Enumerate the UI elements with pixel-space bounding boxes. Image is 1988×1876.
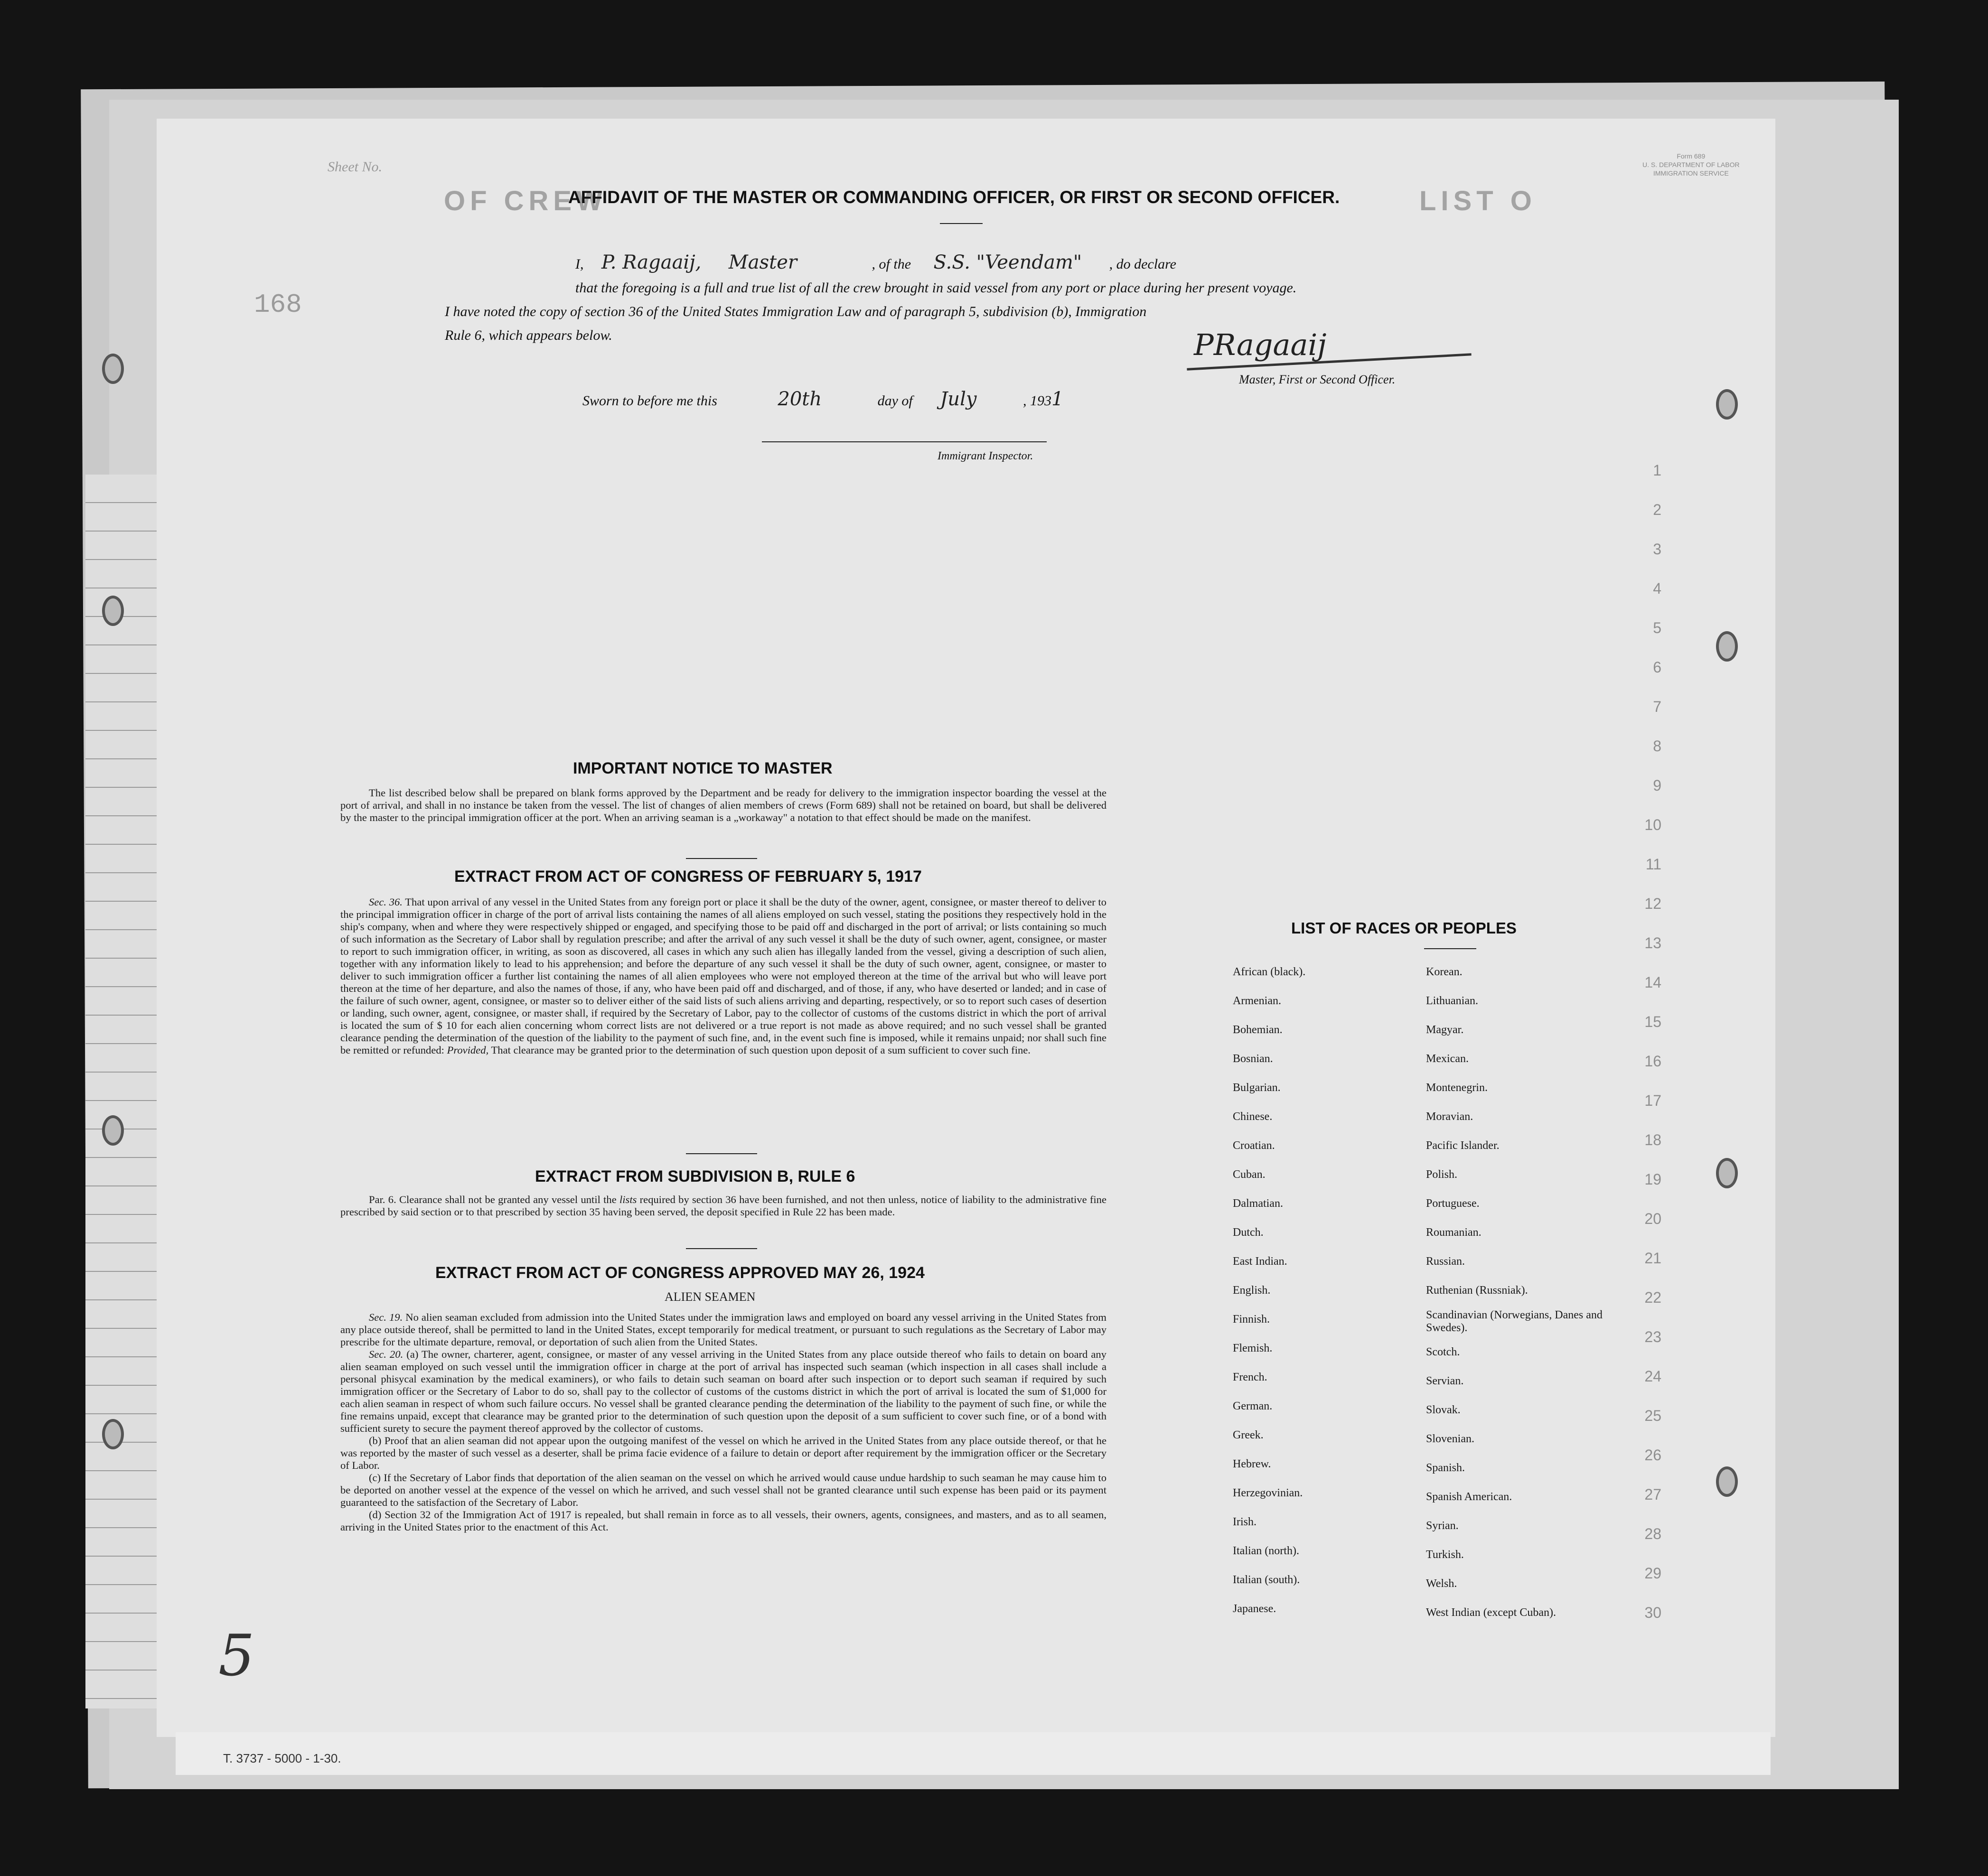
sworn-year-prefix: , 193 bbox=[1022, 393, 1051, 409]
bleed-row-number: 22 bbox=[1644, 1289, 1661, 1306]
section-36-paragraph bbox=[340, 896, 1107, 1056]
bottom-strip bbox=[176, 1732, 1771, 1775]
bleed-row-number: 18 bbox=[1644, 1131, 1661, 1148]
sworn-month: July bbox=[940, 388, 977, 410]
inspector-caption: Immigrant Inspector. bbox=[938, 450, 1033, 462]
bleed-row-number: 30 bbox=[1644, 1604, 1661, 1621]
section-36-body: That upon arrival of any vessel in the United States from any foreign port or place it shall be the duty of the owner, agent, consignee, or master thereof to deliver to the principal immigration officer in charge of the port of arrival lists containing the names of all aliens employed on such vessel, stating the positions they respectively hold in the ship's company, when and where they were respectively shipped or engaged, and specifying those to be paid off and discharged in the port of arrival; or lists containing so much of such information as the Secretary of Labor shall by regulation prescribe; and after the arrival of any such vessel it shall be the duty of such owner, agent, consignee, or master to report to such immigration officer, in writing, as soon as discovered, all cases in which any such alien has illegally landed from the vessel, giving a description of such alien, together with any information likely to lead to his apprehension; and before the departure of any such vessel it shall be the duty of such owner, agent, consignee, or master to deliver to such immigration officer a further list containing the names of all alien employees who were not employed thereon at the time of the arrival but who will leave port thereon at the time of her departure, and also the names of those, if any, who have been paid off and discharged, and of those, if any, who have deserted or landed; and in case of the failure of such owner, agent, consignee, or master so to deliver either of the said lists of such aliens arriving and departing, respectively, or so to report such cases of desertion or landing, such owner, agent, consignee, or master shall, if required by the Secretary of Labor, pay to the collector of customs of the customs district in which the port of arrival is located the sum of $ 10 for each alien concerning whom correct lists are not delivered or a true report is not made as above required; and no such vessel shall be granted clearance pending the determination of the question of the liability to the payment of such fine, and, in the event such fine is imposed, while it remains unpaid; nor shall such fine be remitted or refunded: bbox=[340, 896, 1107, 1056]
affidavit-line-4: Rule 6, which appears below. bbox=[445, 327, 612, 343]
bleed-row-number: 28 bbox=[1644, 1525, 1661, 1542]
bleed-row-number: 2 bbox=[1653, 501, 1661, 518]
race-item: Pacific Islander. bbox=[1426, 1139, 1500, 1152]
bleed-row-number: 20 bbox=[1644, 1210, 1661, 1227]
bleed-row-number: 29 bbox=[1644, 1565, 1661, 1582]
bleed-row-number: 10 bbox=[1644, 816, 1661, 833]
bleed-row-numbers bbox=[1633, 451, 1661, 1633]
section-36-label: Sec. 36. bbox=[369, 896, 403, 908]
race-item: Cuban. bbox=[1233, 1168, 1266, 1181]
race-item: Moravian. bbox=[1426, 1111, 1473, 1123]
signature-caption: Master, First or Second Officer. bbox=[1239, 373, 1396, 386]
bleed-header-right: OF CREW bbox=[444, 186, 607, 216]
punch-hole-icon bbox=[102, 1115, 124, 1146]
affidavit-i: I, bbox=[575, 256, 584, 272]
race-item: Ruthenian (Russniak). bbox=[1426, 1284, 1528, 1297]
punch-hole-icon bbox=[1716, 1466, 1738, 1497]
race-item: Mexican. bbox=[1426, 1053, 1469, 1065]
bleed-row-number: 21 bbox=[1644, 1250, 1661, 1267]
notice-title: IMPORTANT NOTICE TO MASTER bbox=[573, 759, 833, 777]
race-item: Italian (south). bbox=[1233, 1574, 1300, 1586]
race-item: Slovenian. bbox=[1426, 1433, 1474, 1445]
punch-hole-icon bbox=[1716, 631, 1738, 662]
rule6-title: EXTRACT FROM SUBDIVISION B, RULE 6 bbox=[535, 1167, 855, 1185]
race-item: French. bbox=[1233, 1371, 1267, 1383]
inspector-signature-line bbox=[762, 441, 1047, 442]
act-1924-title: EXTRACT FROM ACT OF CONGRESS APPROVED MAY 26, 1924 bbox=[435, 1264, 925, 1282]
races-title: LIST OF RACES OR PEOPLES bbox=[1291, 919, 1517, 937]
race-item: Turkish. bbox=[1426, 1549, 1464, 1561]
section-19-label: Sec. 19. bbox=[369, 1311, 403, 1323]
act-1924-text bbox=[340, 1311, 1107, 1533]
affidavit-line-2: that the foregoing is a full and true list of all the crew brought in said vessel from any port or place during her present voyage. bbox=[575, 280, 1297, 296]
race-item: Italian (north). bbox=[1233, 1545, 1299, 1557]
section-20d-paragraph: (d) Section 32 of the Immigration Act of 1917 is repealed, but shall remain in force as to all vessels, their owners, agents, consignees, and masters, and as to all seamen, arriving in the United States prior to the enactment of this Act. bbox=[340, 1509, 1107, 1533]
punch-hole-icon bbox=[102, 596, 124, 626]
race-item: Dutch. bbox=[1233, 1226, 1264, 1239]
race-item: Armenian. bbox=[1233, 995, 1281, 1007]
sworn-day: 20th bbox=[778, 388, 822, 410]
master-name: P. Ragaaij, bbox=[601, 252, 702, 273]
race-item: Flemish. bbox=[1233, 1342, 1273, 1354]
ship-name: S.S. "Veendam" bbox=[933, 252, 1082, 273]
master-signature: PRagaaij bbox=[1194, 327, 1327, 362]
affidavit-line-1 bbox=[575, 252, 1176, 273]
section-20-label: Sec. 20. bbox=[369, 1348, 403, 1360]
race-item: Dalmatian. bbox=[1233, 1197, 1283, 1210]
race-item: Scotch. bbox=[1426, 1346, 1460, 1358]
section-36-end: That clearance may be granted prior to the determination of such question upon deposit of a sum sufficient to cover such fine. bbox=[491, 1044, 1031, 1056]
provided-word: Provided, bbox=[447, 1044, 489, 1056]
declare-text: , do declare bbox=[1109, 256, 1176, 272]
bleed-row-number: 11 bbox=[1645, 856, 1661, 873]
race-item: English. bbox=[1233, 1284, 1271, 1297]
ledger-paper-edge bbox=[85, 475, 161, 1708]
race-item: Spanish. bbox=[1426, 1462, 1465, 1474]
bleed-row-number: 26 bbox=[1644, 1447, 1661, 1464]
bleed-row-number: 13 bbox=[1644, 934, 1661, 952]
handwritten-mark: 5 bbox=[218, 1623, 255, 1689]
race-item: Bulgarian. bbox=[1233, 1082, 1281, 1094]
races-left-column bbox=[1233, 958, 1413, 1624]
section-20b-paragraph: (b) Proof that an alien seaman did not appear upon the outgoing manifest of the vessel on which he arrived in the United States from any place outside thereof, or that he was reported by the master of such vessel as a deserter, shall be prima facie evidence of a failure to detain or deport after requirement by the immigration officer or the Secretary of Labor. bbox=[340, 1435, 1107, 1471]
bleed-row-number: 15 bbox=[1644, 1013, 1661, 1030]
race-item: Montenegrin. bbox=[1426, 1082, 1488, 1094]
bleed-vessel-number: 168 bbox=[254, 289, 302, 320]
bleed-row-number: 14 bbox=[1644, 974, 1661, 991]
race-item: Welsh. bbox=[1426, 1577, 1457, 1590]
race-item: Lithuanian. bbox=[1426, 995, 1478, 1007]
notice-text bbox=[340, 787, 1107, 824]
form-number: T. 3737 - 5000 - 1-30. bbox=[223, 1751, 341, 1765]
section-20a-paragraph bbox=[340, 1348, 1107, 1435]
race-item: Herzegovinian. bbox=[1233, 1487, 1303, 1499]
master-rank: Master bbox=[728, 252, 797, 273]
notice-paragraph: The list described below shall be prepared on blank forms approved by the Department and be ready for delivery to the immigration inspector boarding the vessel at the port of arrival, and shall in no instance be taken from the vessel. The list of changes of alien members of crews (Form 689) shall not be retained on board, but shall be delivered by the master to the principal immigration officer at the port. When an arriving seaman is a „workaway" a notation to that effect should be made on the manifest. bbox=[340, 787, 1107, 823]
bleed-row-number: 5 bbox=[1653, 619, 1661, 636]
race-item: Irish. bbox=[1233, 1516, 1257, 1528]
race-item: Korean. bbox=[1426, 966, 1463, 978]
title-divider bbox=[940, 223, 983, 224]
sworn-year-digit: 1 bbox=[1051, 388, 1064, 410]
bleed-row-number: 16 bbox=[1644, 1053, 1661, 1070]
divider bbox=[686, 1248, 757, 1249]
race-item: Chinese. bbox=[1233, 1111, 1273, 1123]
bleed-sheet-no: Sheet No. bbox=[328, 159, 382, 175]
bleed-row-number: 8 bbox=[1653, 737, 1661, 755]
race-item: Hebrew. bbox=[1233, 1458, 1271, 1470]
rule6-paragraph bbox=[340, 1194, 1107, 1218]
rule6-text-b: required by section 36 have been furnished, and not then unless, notice of liability to the administrative fine prescribed by said section or to that prescribed by section 35 having been served, the deposit specified in Rule 22 has been made. bbox=[340, 1194, 1107, 1218]
affidavit-title: AFFIDAVIT OF THE MASTER OR COMMANDING OFFICER, OR FIRST OR SECOND OFFICER. bbox=[568, 187, 1340, 207]
divider bbox=[1424, 948, 1476, 949]
alien-seamen-subtitle: ALIEN SEAMEN bbox=[665, 1290, 756, 1304]
bleed-row-number: 17 bbox=[1644, 1092, 1661, 1109]
sworn-day-of: day of bbox=[877, 393, 913, 409]
rule6-text bbox=[340, 1194, 1107, 1218]
race-item: German. bbox=[1233, 1400, 1273, 1412]
section-19-body: No alien seaman excluded from admission into the United States under the immigration laws and employed on board any vessel arriving in the United States from any place outside thereof, shall be permitted to land in the United States, except temporarily for medical treatment, or pursuant to such regulations as the Secretary of Labor may prescribe for the ultimate departure, removal, or deportation of such alien from the United States. bbox=[340, 1311, 1107, 1348]
bleed-row-number: 27 bbox=[1644, 1486, 1661, 1503]
section-19-paragraph bbox=[340, 1311, 1107, 1348]
bleed-row-number: 7 bbox=[1653, 698, 1661, 715]
race-item: East Indian. bbox=[1233, 1255, 1287, 1268]
bleed-row-number: 24 bbox=[1644, 1368, 1661, 1385]
bleed-row-number: 12 bbox=[1644, 895, 1661, 912]
punch-hole-icon bbox=[102, 1419, 124, 1449]
bleed-row-number: 6 bbox=[1653, 659, 1661, 676]
race-item: Bohemian. bbox=[1233, 1024, 1283, 1036]
punch-hole-icon bbox=[1716, 1158, 1738, 1188]
race-item: Servian. bbox=[1426, 1375, 1464, 1387]
race-item: Japanese. bbox=[1233, 1603, 1276, 1615]
race-item: Croatian. bbox=[1233, 1139, 1275, 1152]
race-item: Slovak. bbox=[1426, 1404, 1461, 1416]
bleed-row-number: 25 bbox=[1644, 1407, 1661, 1424]
race-item: West Indian (except Cuban). bbox=[1426, 1606, 1556, 1619]
of-the-text: , of the bbox=[872, 256, 911, 272]
race-item: Finnish. bbox=[1233, 1313, 1270, 1325]
rule6-lists: lists bbox=[619, 1194, 637, 1205]
races-right-column bbox=[1426, 958, 1625, 1627]
race-item: Bosnian. bbox=[1233, 1053, 1273, 1065]
race-item: Portuguese. bbox=[1426, 1197, 1480, 1210]
race-item: Greek. bbox=[1233, 1429, 1264, 1441]
bleed-row-number: 3 bbox=[1653, 541, 1661, 558]
affidavit-line-3: I have noted the copy of section 36 of the United States Immigration Law and of paragraph 5, subdivision (b), Immigration bbox=[445, 304, 1147, 319]
divider bbox=[686, 1153, 757, 1154]
race-item: Spanish American. bbox=[1426, 1491, 1512, 1503]
bleed-row-number: 9 bbox=[1653, 777, 1661, 794]
race-item: African (black). bbox=[1233, 966, 1306, 978]
extract-1917-title: EXTRACT FROM ACT OF CONGRESS OF FEBRUARY 5, 1917 bbox=[454, 868, 922, 886]
bleed-row-number: 23 bbox=[1644, 1328, 1661, 1345]
section-20a-body: (a) The owner, charterer, agent, consignee, or master of any vessel arriving in the United States from any place outside thereof who fails to detain on board any alien seaman employed on such vessel until the immigration officer in charge at the port of arrival has inspected such seaman (which inspection in all cases shall include a personal phisycal examination by the medical examiners), or who fails to detain such seaman on board after such inspection or to deport such seaman if required by such immigration officer or the Secretary of Labor to do so, shall pay to the collector of customs of the customs district in which the port of arrival is located the sum of $1,000 for each alien seaman in respect of whom such failure occurs. No vessel shall be granted clearance pending the determination of the liability to the payment of such fine, or while the fine remains unpaid, except that clearance may be granted prior to the determination of such question upon the deposit of a sum sufficient to cover such fine, or of a bond with sufficient surety to secure the payment thereof approved by the collector of customs. bbox=[340, 1348, 1107, 1434]
bleed-row-number: 1 bbox=[1653, 462, 1661, 479]
race-item: Russian. bbox=[1426, 1255, 1465, 1268]
bleed-header-left: LIST O bbox=[1419, 186, 1537, 216]
race-item: Syrian. bbox=[1426, 1520, 1459, 1532]
bleed-form-label: Form 689 U. S. DEPARTMENT OF LABOR IMMIGRATION SERVICE bbox=[1642, 152, 1740, 177]
section-20c-paragraph: (c) If the Secretary of Labor finds that deportation of the alien seaman on the vessel on which he arrived would cause undue hardship to such seaman he may cause him to be deported on another vessel at the expence of the vessel on which he arrived, and such vessel shall not be granted clearance until such expense has been paid or its payment guaranteed to the satisfaction of the Secretary of Labor. bbox=[340, 1472, 1107, 1508]
bleed-row-number: 19 bbox=[1644, 1171, 1661, 1188]
divider bbox=[686, 858, 757, 859]
rule6-text-a: Par. 6. Clearance shall not be granted any vessel until the bbox=[369, 1194, 617, 1205]
extract-1917-text bbox=[340, 896, 1107, 1056]
race-item: Magyar. bbox=[1426, 1024, 1464, 1036]
sworn-prefix: Sworn to before me this bbox=[582, 393, 717, 409]
race-item: Roumanian. bbox=[1426, 1226, 1482, 1239]
sworn-line bbox=[582, 388, 1063, 410]
punch-hole-icon bbox=[102, 354, 124, 384]
punch-hole-icon bbox=[1716, 389, 1738, 420]
bleed-row-number: 4 bbox=[1653, 580, 1661, 597]
race-item: Polish. bbox=[1426, 1168, 1458, 1181]
race-item: Scandinavian (Norwegians, Danes and Swedes). bbox=[1426, 1309, 1603, 1334]
